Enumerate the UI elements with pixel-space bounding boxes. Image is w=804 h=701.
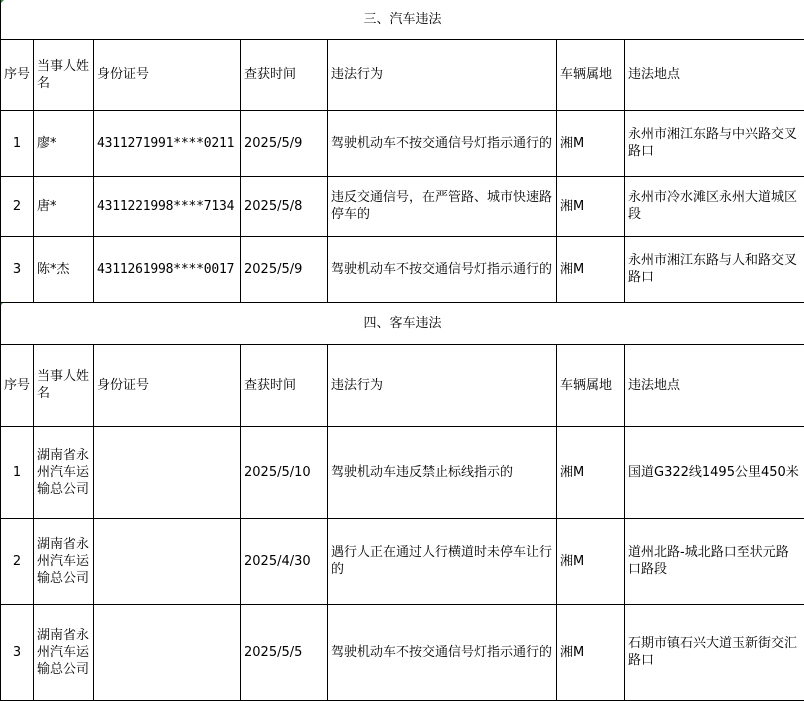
cell-date: 2025/5/8: [241, 176, 328, 236]
header-date: 查获时间: [241, 344, 328, 426]
cell-index: 3: [1, 604, 34, 700]
cell-index: 1: [1, 110, 34, 176]
cell-index: 3: [1, 236, 34, 302]
cell-violation: 驾驶机动车不按交通信号灯指示通行的: [328, 236, 557, 302]
cell-index: 2: [1, 518, 34, 604]
cell-name: 湖南省永州汽车运输总公司: [34, 604, 94, 700]
cell-date: 2025/5/9: [241, 110, 328, 176]
header-id-number: 身份证号: [94, 39, 241, 110]
cell-index: 2: [1, 176, 34, 236]
header-location: 违法地点: [625, 39, 804, 110]
cell-name: 陈*杰: [34, 236, 94, 302]
cell-id-number: 4311221998****7134: [94, 176, 241, 236]
cell-violation: 驾驶机动车不按交通信号灯指示通行的: [328, 604, 557, 700]
table-row: [1, 110, 804, 176]
cell-id-number: [94, 518, 241, 604]
cell-vehicle-region: 湘M: [557, 176, 625, 236]
table-row: [1, 604, 804, 700]
table-row: [1, 176, 804, 236]
cell-id-number: [94, 604, 241, 700]
cell-violation: 驾驶机动车违反禁止标线指示的: [328, 426, 557, 518]
cell-location: 永州市湘江东路与人和路交叉路口: [625, 236, 804, 302]
cell-id-number: 4311261998****0017: [94, 236, 241, 302]
header-violation: 违法行为: [328, 344, 557, 426]
cell-violation: 违反交通信号，在严管路、城市快速路停车的: [328, 176, 557, 236]
cell-date: 2025/5/10: [241, 426, 328, 518]
cell-vehicle-region: 湘M: [557, 518, 625, 604]
table-row: [1, 426, 804, 518]
cell-index: 1: [1, 426, 34, 518]
cell-date: 2025/4/30: [241, 518, 328, 604]
cell-violation: 驾驶机动车不按交通信号灯指示通行的: [328, 110, 557, 176]
cell-id-number: 4311271991****0211: [94, 110, 241, 176]
header-violation: 违法行为: [328, 39, 557, 110]
header-name: 当事人姓名: [34, 39, 94, 110]
cell-location: 永州市湘江东路与中兴路交叉路口: [625, 110, 804, 176]
header-vehicle-region: 车辆属地: [557, 39, 625, 110]
cell-name: 廖*: [34, 110, 94, 176]
header-name: 当事人姓名: [34, 344, 94, 426]
cell-location: 国道G322线1495公里450米: [625, 426, 804, 518]
header-vehicle-region: 车辆属地: [557, 344, 625, 426]
section-title: 三、汽车违法: [1, 0, 804, 39]
header-index: 序号: [1, 39, 34, 110]
cell-location: 永州市冷水滩区永州大道城区段: [625, 176, 804, 236]
cell-violation: 遇行人正在通过人行横道时未停车让行的: [328, 518, 557, 604]
cell-date: 2025/5/9: [241, 236, 328, 302]
header-date: 查获时间: [241, 39, 328, 110]
cell-vehicle-region: 湘M: [557, 604, 625, 700]
cell-date: 2025/5/5: [241, 604, 328, 700]
header-location: 违法地点: [625, 344, 804, 426]
cell-name: 湖南省永州汽车运输总公司: [34, 426, 94, 518]
table-row: [1, 518, 804, 604]
cell-vehicle-region: 湘M: [557, 110, 625, 176]
cell-vehicle-region: 湘M: [557, 426, 625, 518]
cell-location: 石期市镇石兴大道玉新街交汇路口: [625, 604, 804, 700]
cell-vehicle-region: 湘M: [557, 236, 625, 302]
section-title: 四、客车违法: [1, 302, 804, 344]
cell-name: 唐*: [34, 176, 94, 236]
section-title-row: [1, 302, 804, 344]
header-row: [1, 39, 804, 110]
cell-location: 道州北路-城北路口至状元路口路段: [625, 518, 804, 604]
section-title-row: [1, 0, 804, 39]
header-index: 序号: [1, 344, 34, 426]
cell-id-number: [94, 426, 241, 518]
header-id-number: 身份证号: [94, 344, 241, 426]
cell-name: 湖南省永州汽车运输总公司: [34, 518, 94, 604]
header-row: [1, 344, 804, 426]
table-row: [1, 236, 804, 302]
